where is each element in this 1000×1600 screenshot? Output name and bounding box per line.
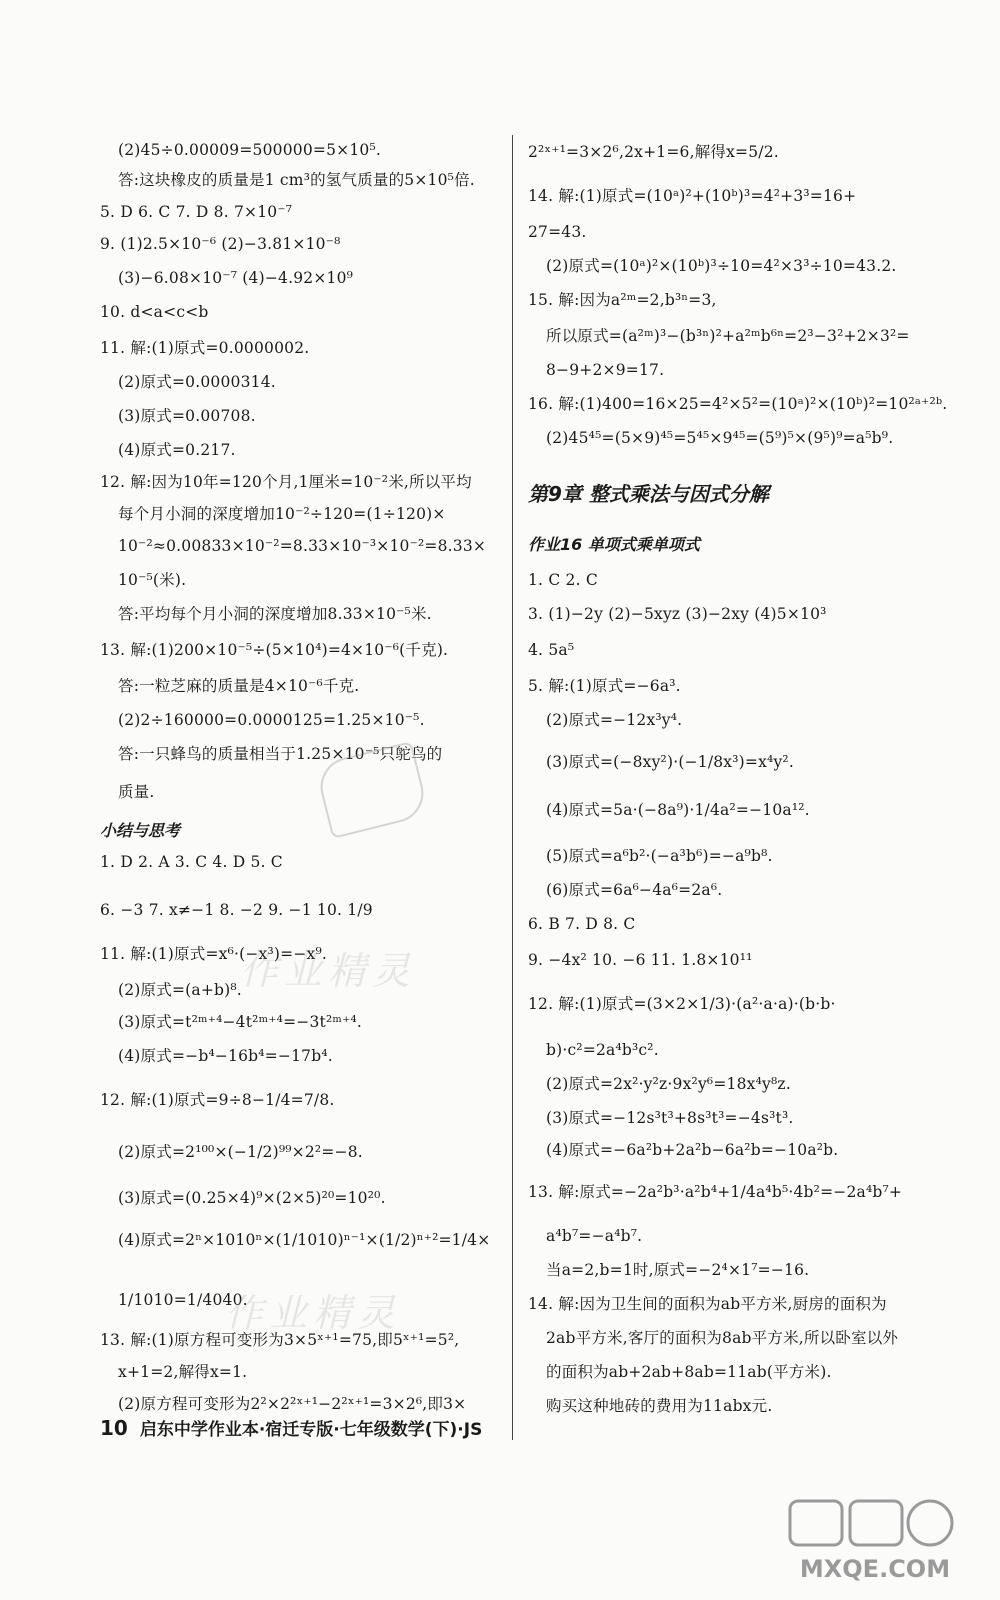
answer-line: b)·c²=2a⁴b³c². bbox=[546, 1041, 659, 1059]
answer-line: x+1=2,解得x=1. bbox=[118, 1363, 248, 1381]
answer-line: (4)原式=0.217. bbox=[118, 441, 236, 459]
answer-line: (5)原式=a⁶b²·(−a³b⁶)=−a⁹b⁸. bbox=[546, 847, 773, 865]
answer-line: 的面积为ab+2ab+8ab=11ab(平方米). bbox=[546, 1363, 832, 1381]
answer-line: 12. 解:因为10年=120个月,1厘米=10⁻²米,所以平均 bbox=[100, 473, 472, 491]
answer-line: 答:平均每个月小洞的深度增加8.33×10⁻⁵米. bbox=[118, 605, 432, 623]
answer-line: 13. 解:原式=−2a²b³·a²b⁴+1/4a⁴b⁵·4b²=−2a⁴b⁷+ bbox=[528, 1183, 903, 1201]
answer-line: 5. 解:(1)原式=−6a³. bbox=[528, 677, 681, 695]
answer-line: (4)原式=2ⁿ×1010ⁿ×(1/1010)ⁿ⁻¹×(1/2)ⁿ⁺²=1/4× bbox=[118, 1231, 491, 1249]
answer-line: 1/1010=1/4040. bbox=[118, 1291, 248, 1309]
answer-line: 购买这种地砖的费用为11abx元. bbox=[546, 1397, 773, 1415]
answer-line: (4)原式=−6a²b+2a²b−6a²b=−10a²b. bbox=[546, 1141, 839, 1159]
answer-line: 14. 解:因为卫生间的面积为ab平方米,厨房的面积为 bbox=[528, 1295, 887, 1313]
answer-line: 2ab平方米,客厅的面积为8ab平方米,所以卧室以外 bbox=[546, 1329, 899, 1347]
answer-line: 每个月小洞的深度增加10⁻²÷120=(1÷120)× bbox=[118, 505, 446, 523]
answer-line: 15. 解:因为a²ᵐ=2,b³ⁿ=3, bbox=[528, 291, 717, 309]
answer-line: 9. −4x² 10. −6 11. 1.8×10¹¹ bbox=[528, 951, 753, 969]
svg-text:MXQE.COM: MXQE.COM bbox=[799, 1555, 951, 1583]
answer-line: 3. (1)−2y (2)−5xyz (3)−2xy (4)5×10³ bbox=[528, 605, 827, 623]
answer-line: 所以原式=(a²ᵐ)³−(b³ⁿ)²+a²ᵐb⁶ⁿ=2³−3²+2×3²= bbox=[546, 327, 910, 345]
answer-line: 答:一粒芝麻的质量是4×10⁻⁶千克. bbox=[118, 677, 360, 695]
answer-line: (3)原式=0.00708. bbox=[118, 407, 256, 425]
answer-line: 10. d<a<c<b bbox=[100, 303, 209, 321]
answer-line: (2)45⁴⁵=(5×9)⁴⁵=5⁴⁵×9⁴⁵=(5⁹)⁵×(9⁵)⁹=a⁵b⁹. bbox=[546, 429, 894, 447]
answer-line: (3)原式=−12s³t³+8s³t³=−4s³t³. bbox=[546, 1109, 794, 1127]
column-divider bbox=[512, 135, 513, 1440]
page-footer bbox=[100, 1415, 482, 1440]
answer-line: 4. 5a⁵ bbox=[528, 641, 575, 659]
answer-line: (3)原式=t²ᵐ⁺⁴−4t²ᵐ⁺⁴=−3t²ᵐ⁺⁴. bbox=[118, 1013, 362, 1031]
answer-line: (2)原式=(10ᵃ)²×(10ᵇ)³÷10=4²×3³÷10=43.2. bbox=[546, 257, 897, 275]
answer-line: (6)原式=6a⁶−4a⁶=2a⁶. bbox=[546, 881, 723, 899]
answer-line: 答:这块橡皮的质量是1 cm³的氢气质量的5×10⁵倍. bbox=[118, 171, 475, 189]
answer-line: 9. (1)2.5×10⁻⁶ (2)−3.81×10⁻⁸ bbox=[100, 235, 341, 253]
answer-line: 11. 解:(1)原式=x⁶·(−x³)=−x⁹. bbox=[100, 945, 328, 963]
answer-line: 11. 解:(1)原式=0.0000002. bbox=[100, 339, 310, 357]
answer-line: (3)−6.08×10⁻⁷ (4)−4.92×10⁹ bbox=[118, 269, 354, 287]
answer-line: (2)原式=0.0000314. bbox=[118, 373, 276, 391]
answer-line: (2)原式=−12x³y⁴. bbox=[546, 711, 683, 729]
answer-line: 6. −3 7. x≠−1 8. −2 9. −1 10. 1/9 bbox=[100, 901, 373, 919]
answer-line: 10⁻⁵(米). bbox=[118, 571, 187, 589]
answer-line: 16. 解:(1)400=16×25=4²×5²=(10ᵃ)²×(10ᵇ)²=10²ᵃ⁺²ᵇ. bbox=[528, 395, 948, 413]
answer-line: (2)原式=(a+b)⁸. bbox=[118, 981, 242, 999]
answer-line: 1. C 2. C bbox=[528, 571, 598, 589]
book-title: 启东中学作业本·宿迁专版·七年级数学(下)·JS bbox=[139, 1420, 483, 1440]
answer-line: (3)原式=(0.25×4)⁹×(2×5)²⁰=10²⁰. bbox=[118, 1189, 386, 1207]
answer-line: (4)原式=−b⁴−16b⁴=−17b⁴. bbox=[118, 1047, 333, 1065]
chapter-heading: 第9章 整式乘法与因式分解 bbox=[528, 482, 769, 506]
answer-line: (3)原式=(−8xy²)·(−1/8x³)=x⁴y². bbox=[546, 753, 794, 771]
answer-line: (2)原式=2x²·y²z·9x²y⁶=18x⁴y⁸z. bbox=[546, 1075, 791, 1093]
watermark: 作业精灵 bbox=[240, 949, 417, 993]
answer-line: 6. B 7. D 8. C bbox=[528, 915, 636, 933]
section-heading: 小结与思考 bbox=[100, 821, 181, 840]
answer-line: 10⁻²≈0.00833×10⁻²=8.33×10⁻³×10⁻²=8.33× bbox=[118, 537, 487, 555]
answer-line: 5. D 6. C 7. D 8. 7×10⁻⁷ bbox=[100, 203, 293, 221]
answer-line: 答:一只蜂鸟的质量相当于1.25×10⁻⁵只鸵鸟的 bbox=[118, 745, 443, 763]
answer-line: 14. 解:(1)原式=(10ᵃ)²+(10ᵇ)³=4²+3³=16+ bbox=[528, 187, 857, 205]
answer-line: 12. 解:(1)原式=9÷8−1/4=7/8. bbox=[100, 1091, 335, 1109]
answer-line: 8−9+2×9=17. bbox=[546, 361, 665, 379]
answer-line: 质量. bbox=[118, 783, 155, 801]
watermark: 作业精灵 bbox=[225, 1291, 402, 1335]
answer-line: 27=43. bbox=[528, 223, 587, 241]
answer-line: a⁴b⁷=−a⁴b⁷. bbox=[546, 1227, 643, 1245]
answer-line: (2)45÷0.00009=500000=5×10⁵. bbox=[118, 141, 382, 159]
answer-line: 2²ˣ⁺¹=3×2⁶,2x+1=6,解得x=5/2. bbox=[528, 143, 779, 161]
page-number: 10 bbox=[100, 1416, 128, 1440]
answer-line: (4)原式=5a·(−8a⁹)·1/4a²=−10a¹². bbox=[546, 801, 810, 819]
answer-line: (2)原方程可变形为2²×2²ˣ⁺¹−2²ˣ⁺¹=3×2⁶,即3× bbox=[118, 1395, 467, 1413]
section-heading: 作业16 单项式乘单项式 bbox=[528, 535, 700, 554]
answer-line: (2)2÷160000=0.0000125=1.25×10⁻⁵. bbox=[118, 711, 425, 729]
site-logo-icon bbox=[780, 1495, 970, 1585]
answer-line: 当a=2,b=1时,原式=−2⁴×1⁷=−16. bbox=[546, 1261, 810, 1279]
answer-line: (2)原式=2¹⁰⁰×(−1/2)⁹⁹×2²=−8. bbox=[118, 1143, 363, 1161]
answer-line: 12. 解:(1)原式=(3×2×1/3)·(a²·a·a)·(b·b· bbox=[528, 995, 836, 1013]
answer-line: 13. 解:(1)200×10⁻⁵÷(5×10⁴)=4×10⁻⁶(千克). bbox=[100, 641, 449, 659]
answer-line: 13. 解:(1)原方程可变形为3×5ˣ⁺¹=75,即5ˣ⁺¹=5², bbox=[100, 1331, 460, 1349]
answer-line: 1. D 2. A 3. C 4. D 5. C bbox=[100, 853, 283, 871]
